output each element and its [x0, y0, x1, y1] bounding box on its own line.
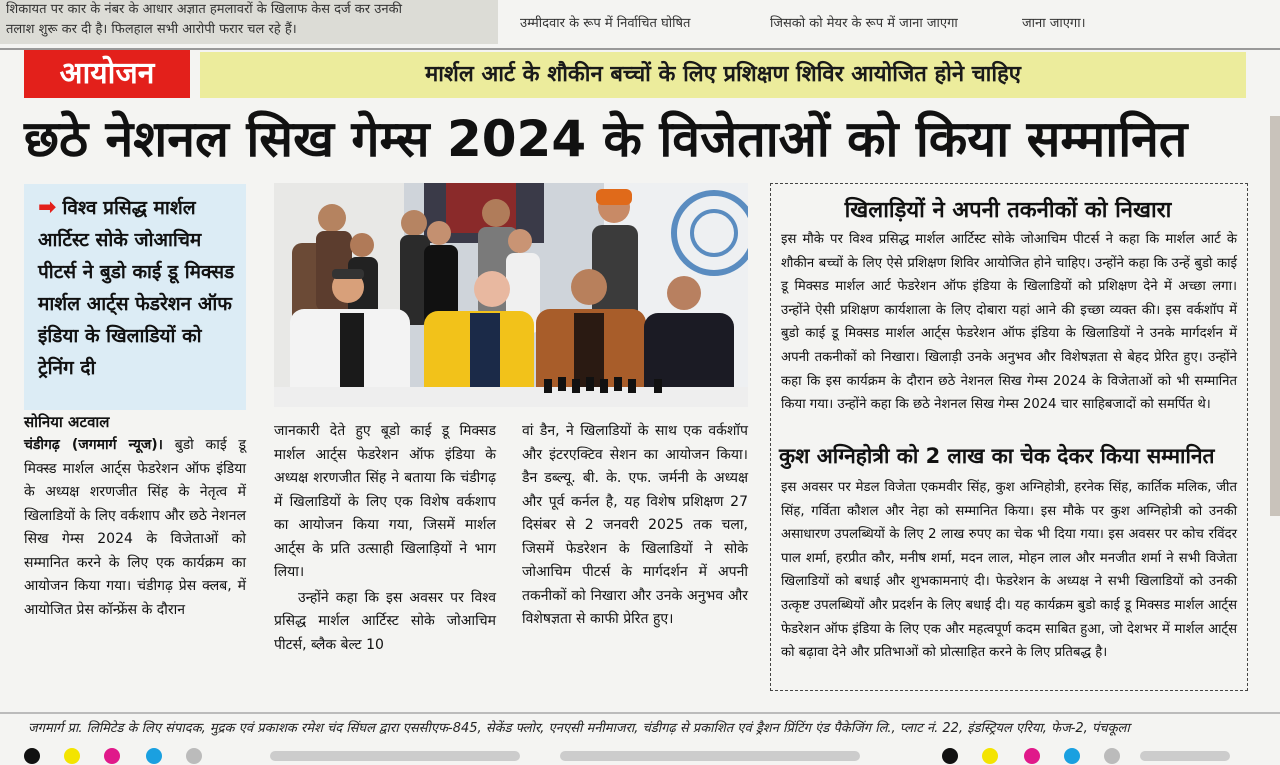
registration-dot — [982, 748, 998, 764]
photo-illustration — [274, 183, 748, 407]
article-column-2 — [274, 420, 496, 657]
registration-dot — [1104, 748, 1120, 764]
previous-story-2: उम्मीदवार के रूप में निर्वाचित घोषित — [520, 16, 691, 31]
registration-dot — [942, 748, 958, 764]
column-2-paragraph-2: उन्होंने कहा कि इस अवसर पर विश्व प्रसिद्ध मार्शल आर्टिस्ट सोके जोआचिम पीटर्स, ब्लैक बेल्ट 10 — [274, 589, 496, 653]
sidebar-heading-1: खिलाड़ियों ने अपनी तकनीकों को निखारा — [844, 198, 1172, 223]
column-2-paragraph-1: जानकारी देते हुए बूडो काई डू मिक्सड मार्शल आर्ट्स फेडरेशन ऑफ इंडिया के अध्यक्ष शरणजीत सिंह ने बताया कि चंडीगढ़ में खिलाडियों के लिए एक विशेष वर्कशाप का आयोजन किया गया, जिसमें मार्शल आर्ट्स के प्रति उत्साही खिलाड़ियों ने भाग लिया। — [274, 423, 496, 580]
press-conference-photo — [274, 183, 748, 407]
registration-dot — [1064, 748, 1080, 764]
adjacent-page-image — [1270, 116, 1280, 516]
sidebar-box — [770, 183, 1248, 691]
previous-story-4: जाना जाएगा। — [1022, 16, 1086, 31]
sidebar-body-2: इस अवसर पर मेडल विजेता एकमवीर सिंह, कुश अग्निहोत्री, हरनेक सिंह, कार्तिक मलिक, जीत सिंह, गर्विता कौशल और नेहा को सम्मानित किया। इस मौके पर कुश अग्निहोत्री को उनकी असाधारण उपलब्धियों के लिए 2 लाख रुपए का चेक भी दिया गया। इस अवसर पर कोच रविंदर पाल शर्मा, हरप्रीत कौर, मनीष शर्मा, मदन लाल, मोहन लाल और मनजीत शर्मा ने सभी विजेता खिलाडियों को बधाई और शुभकामनाएं दी। फेडरेशन के अध्यक्ष ने सभी खिलाडियों को उनकी उत्कृष्ट उपलब्धियों और प्रदर्शन के लिए बधाई दी। यह कार्यक्रम बुडो काई डू मिक्सड मार्शल आर्ट्स फेडरेशन ऑफ इंडिया के लिए एक और महत्वपूर्ण कदम साबित हुआ, जो देशभर में मार्शल आर्ट्स को बढ़ावा देने और प्रतिभाओं को प्रोत्साहित करने के लिए प्रतिबद्ध है। — [781, 480, 1237, 661]
dateline: चंडीगढ़ (जगमार्ग न्यूज)। — [24, 437, 163, 453]
footer-divider — [0, 712, 1280, 714]
sidebar-heading-2: कुश अग्निहोत्री को 2 लाख का चेक देकर किया सम्मानित — [779, 444, 1215, 468]
kicker-headline: मार्शल आर्ट के शौकीन बच्चों के लिए प्रशिक्षण शिविर आयोजित होने चाहिए — [200, 52, 1246, 98]
registration-bar — [560, 751, 860, 761]
registration-dot — [64, 748, 80, 764]
registration-bar — [270, 751, 520, 761]
registration-dot — [1024, 748, 1040, 764]
column-1-text: बुडो काई डू मिक्स्ड मार्शल आर्ट्स फेडरेशन ऑफ इंडिया के अध्यक्ष शरणजीत सिंह के नेतृत्व में खिलाडियों के लिए वर्कशाप और छठे नेशनल सिख गेम्स 2024 के विजेताओं को सम्मानित करने के लिए एक कार्यक्रम का आयोजन किया गया। चंडीगढ़ प्रेस क्लब, में आयोजित प्रेस कॉन्फ्रेंस के दौरान — [24, 437, 246, 618]
previous-stories-strip — [0, 0, 1280, 48]
registration-dot — [24, 748, 40, 764]
main-headline: छठे नेशनल सिख गेम्स 2024 के विजेताओं को किया सम्मानित — [24, 110, 1188, 168]
print-registration-marks — [0, 745, 1280, 765]
highlight-text: विश्व प्रसिद्ध मार्शल आर्टिस्ट सोके जोआचिम पीटर्स ने बुडो काई डू मिक्सड मार्शल आर्ट्स फेडरेशन ऑफ इंडिया के खिलाडियों को ट्रेनिंग दी — [38, 197, 235, 379]
registration-dot — [186, 748, 202, 764]
previous-story-3: जिसको को मेयर के रूप में जाना जाएगा — [770, 16, 958, 31]
previous-story-1: शिकायत पर कार के नंबर के आधार अज्ञात हमलावरों के खिलाफ केस दर्ज कर उनकी तलाश शुरू कर दी है। फिलहाल सभी आरोपी फरार चल रहे हैं। — [0, 0, 498, 44]
highlight-box — [24, 184, 246, 410]
registration-dot — [104, 748, 120, 764]
byline: सोनिया अटवाल — [24, 413, 110, 431]
article-column-1 — [24, 434, 246, 622]
registration-bar — [1140, 751, 1230, 761]
section-divider — [0, 48, 1280, 50]
sidebar-body-1: इस मौके पर विश्व प्रसिद्ध मार्शल आर्टिस्ट सोके जोआचिम पीटर्स ने कहा कि मार्शल आर्ट के शौकीन बच्चों के लिए ऐसे प्रशिक्षण शिविर आयोजित होने चाहिए। उन्होंने कहा कि उन्हें बुडो काई डू मिक्सड मार्शल आर्ट फेडरेशन ऑफ इंडिया के खिलाडियों को प्रशिक्षण देने में अच्छा लगा। उन्होंने ऐसी प्रशिक्षण कार्यशाला के लिए दोबारा यहां आने की इच्छा व्यक्त की। इस वर्कशॉप में बुडो काई डू मिक्सड मार्शल आर्ट्स फेडरेशन ऑफ इंडिया के खिलाडियों ने उनके मार्गदर्शन में अपनी तकनीकों को निखारा। खिलाड़ी उनके अनुभव और विशेषज्ञता से बेहद प्रेरित हुए। उन्होंने कहा कि इस कार्यक्रम के दौरान छठे नेशनल सिख गेम्स 2024 के विजेताओं को भी सम्मानित किया गया। उन्होंने कहा कि छठे नेशनल सिख गेम्स 2024 चार साहिबजादों को समर्पित थे। — [781, 232, 1237, 413]
article-column-3: वां डैन, ने खिलाडियों के साथ एक वर्कशॉप और इंटरएक्टिव सेशन का आयोजन किया। डैन डब्ल्यू. बी. के. एफ. जर्मनी के अध्यक्ष और पूर्व कर्नल है, यह विशेष प्रशिक्षण 27 दिसंबर से 2 जनवरी 2025 तक चला, जिसमें फेडरेशन के खिलाडियों ने सोके जोआचिम पीटर्स के मार्गदर्शन में अपनी तकनीकों को निखारा और उनके अनुभव और विशेषज्ञता से काफी प्रेरित हुए। — [522, 423, 748, 627]
arrow-right-icon: ➡ — [38, 195, 57, 220]
registration-dot — [146, 748, 162, 764]
section-tag: आयोजन — [24, 50, 190, 98]
imprint-line: जगमार्ग प्रा. लिमिटेड के लिए संपादक, मुद्रक एवं प्रकाशक रमेश चंद सिंघल द्वारा एससीएफ-845, सेकेंड फ्लोर, एनएसी मनीमाजरा, चंडीगढ़ से प्रकाशित एवं ड्रैशन प्रिंटिंग एंड पैकेजिंग लि., प्लाट नं. 22, इंडस्ट्रियल एरिया, फेज-2, पंचकूला — [28, 721, 1130, 736]
